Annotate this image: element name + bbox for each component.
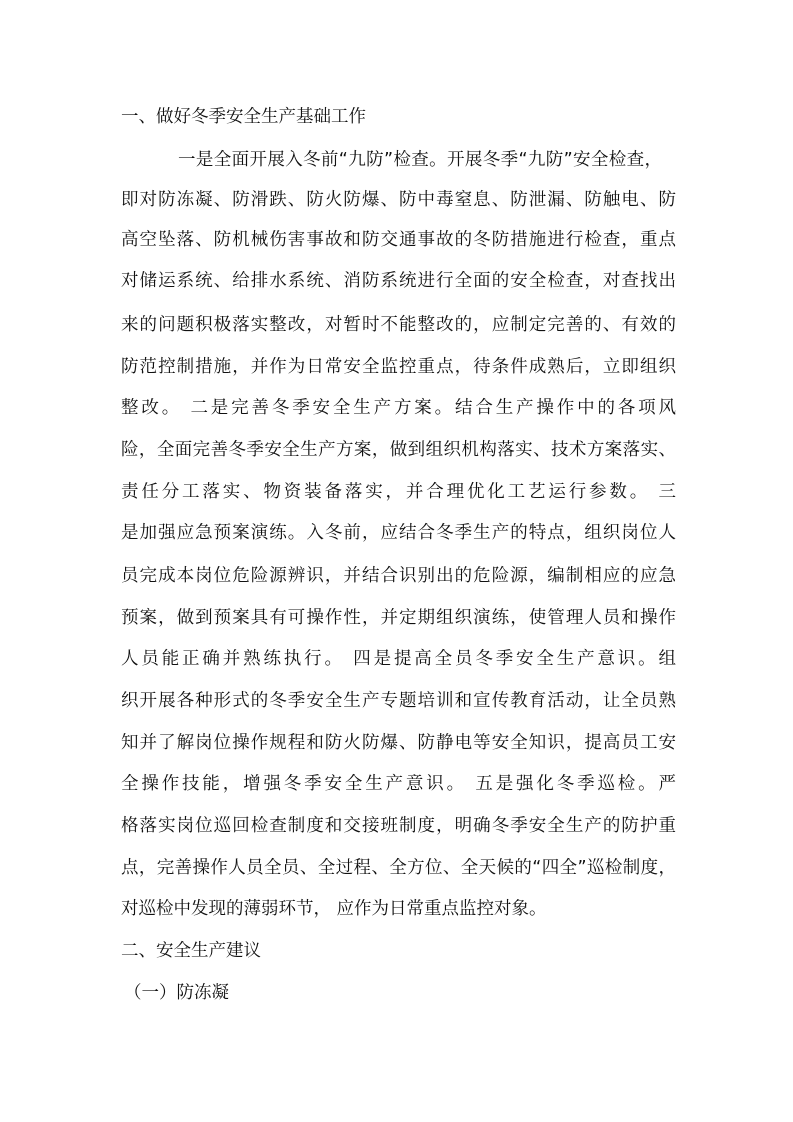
section-heading-2: 二、安全生产建议 [121,941,261,961]
paragraph-line: 全操作技能，增强冬季安全生产意识。 五是强化冬季巡检。严 [121,774,676,794]
section-heading-1: 一、做好冬季安全生产基础工作 [121,107,366,127]
paragraph-line: 预案，做到预案具有可操作性，并定期组织演练，使管理人员和操作 [121,608,676,628]
paragraph-line: 知并了解岗位操作规程和防火防爆、防静电等安全知识，提高员工安 [121,733,676,753]
subsection-heading: （一）防冻凝 [124,983,229,1003]
paragraph-line: 人员能正确并熟练执行。 四是提高全员冬季安全生产意识。组 [121,649,676,669]
paragraph-line: 对储运系统、给排水系统、消防系统进行全面的安全检查，对查找出 [121,271,676,291]
paragraph-line: 员完成本岗位危险源辨识，并结合识别出的危险源，编制相应的应急 [121,566,676,586]
paragraph-line: 点，完善操作人员全员、全过程、全方位、全天候的“四全”巡检制度， [121,858,676,878]
paragraph-line: 格落实岗位巡回检查制度和交接班制度，明确冬季安全生产的防护重 [121,816,676,836]
paragraph-line: 责任分工落实、物资装备落实，并合理优化工艺运行参数。 三 [121,482,676,502]
paragraph-line: 对巡检中发现的薄弱环节， 应作为日常重点监控对象。 [121,899,547,919]
paragraph-line: 整改。 二是完善冬季安全生产方案。结合生产操作中的各项风 [121,398,676,418]
paragraph-line: 防范控制措施，并作为日常安全监控重点，待条件成熟后，立即组织 [121,357,676,377]
paragraph-line: 高空坠落、防机械伤害事故和防交通事故的冬防措施进行检查，重点 [121,230,676,250]
paragraph-line: 织开展各种形式的冬季安全生产专题培训和宣传教育活动，让全员熟 [121,691,676,711]
paragraph-line: 一是全面开展入冬前“九防”检查。开展冬季“九防”安全检查， [178,150,662,170]
paragraph-line: 即对防冻凝、防滑跌、防火防爆、防中毒窒息、防泄漏、防触电、防 [121,190,676,210]
paragraph-line: 险，全面完善冬季安全生产方案，做到组织机构落实、技术方案落实、 [121,440,676,460]
paragraph-line: 是加强应急预案演练。入冬前，应结合冬季生产的特点，组织岗位人 [121,523,676,543]
paragraph-line: 来的问题积极落实整改，对暂时不能整改的，应制定完善的、有效的 [121,315,676,335]
